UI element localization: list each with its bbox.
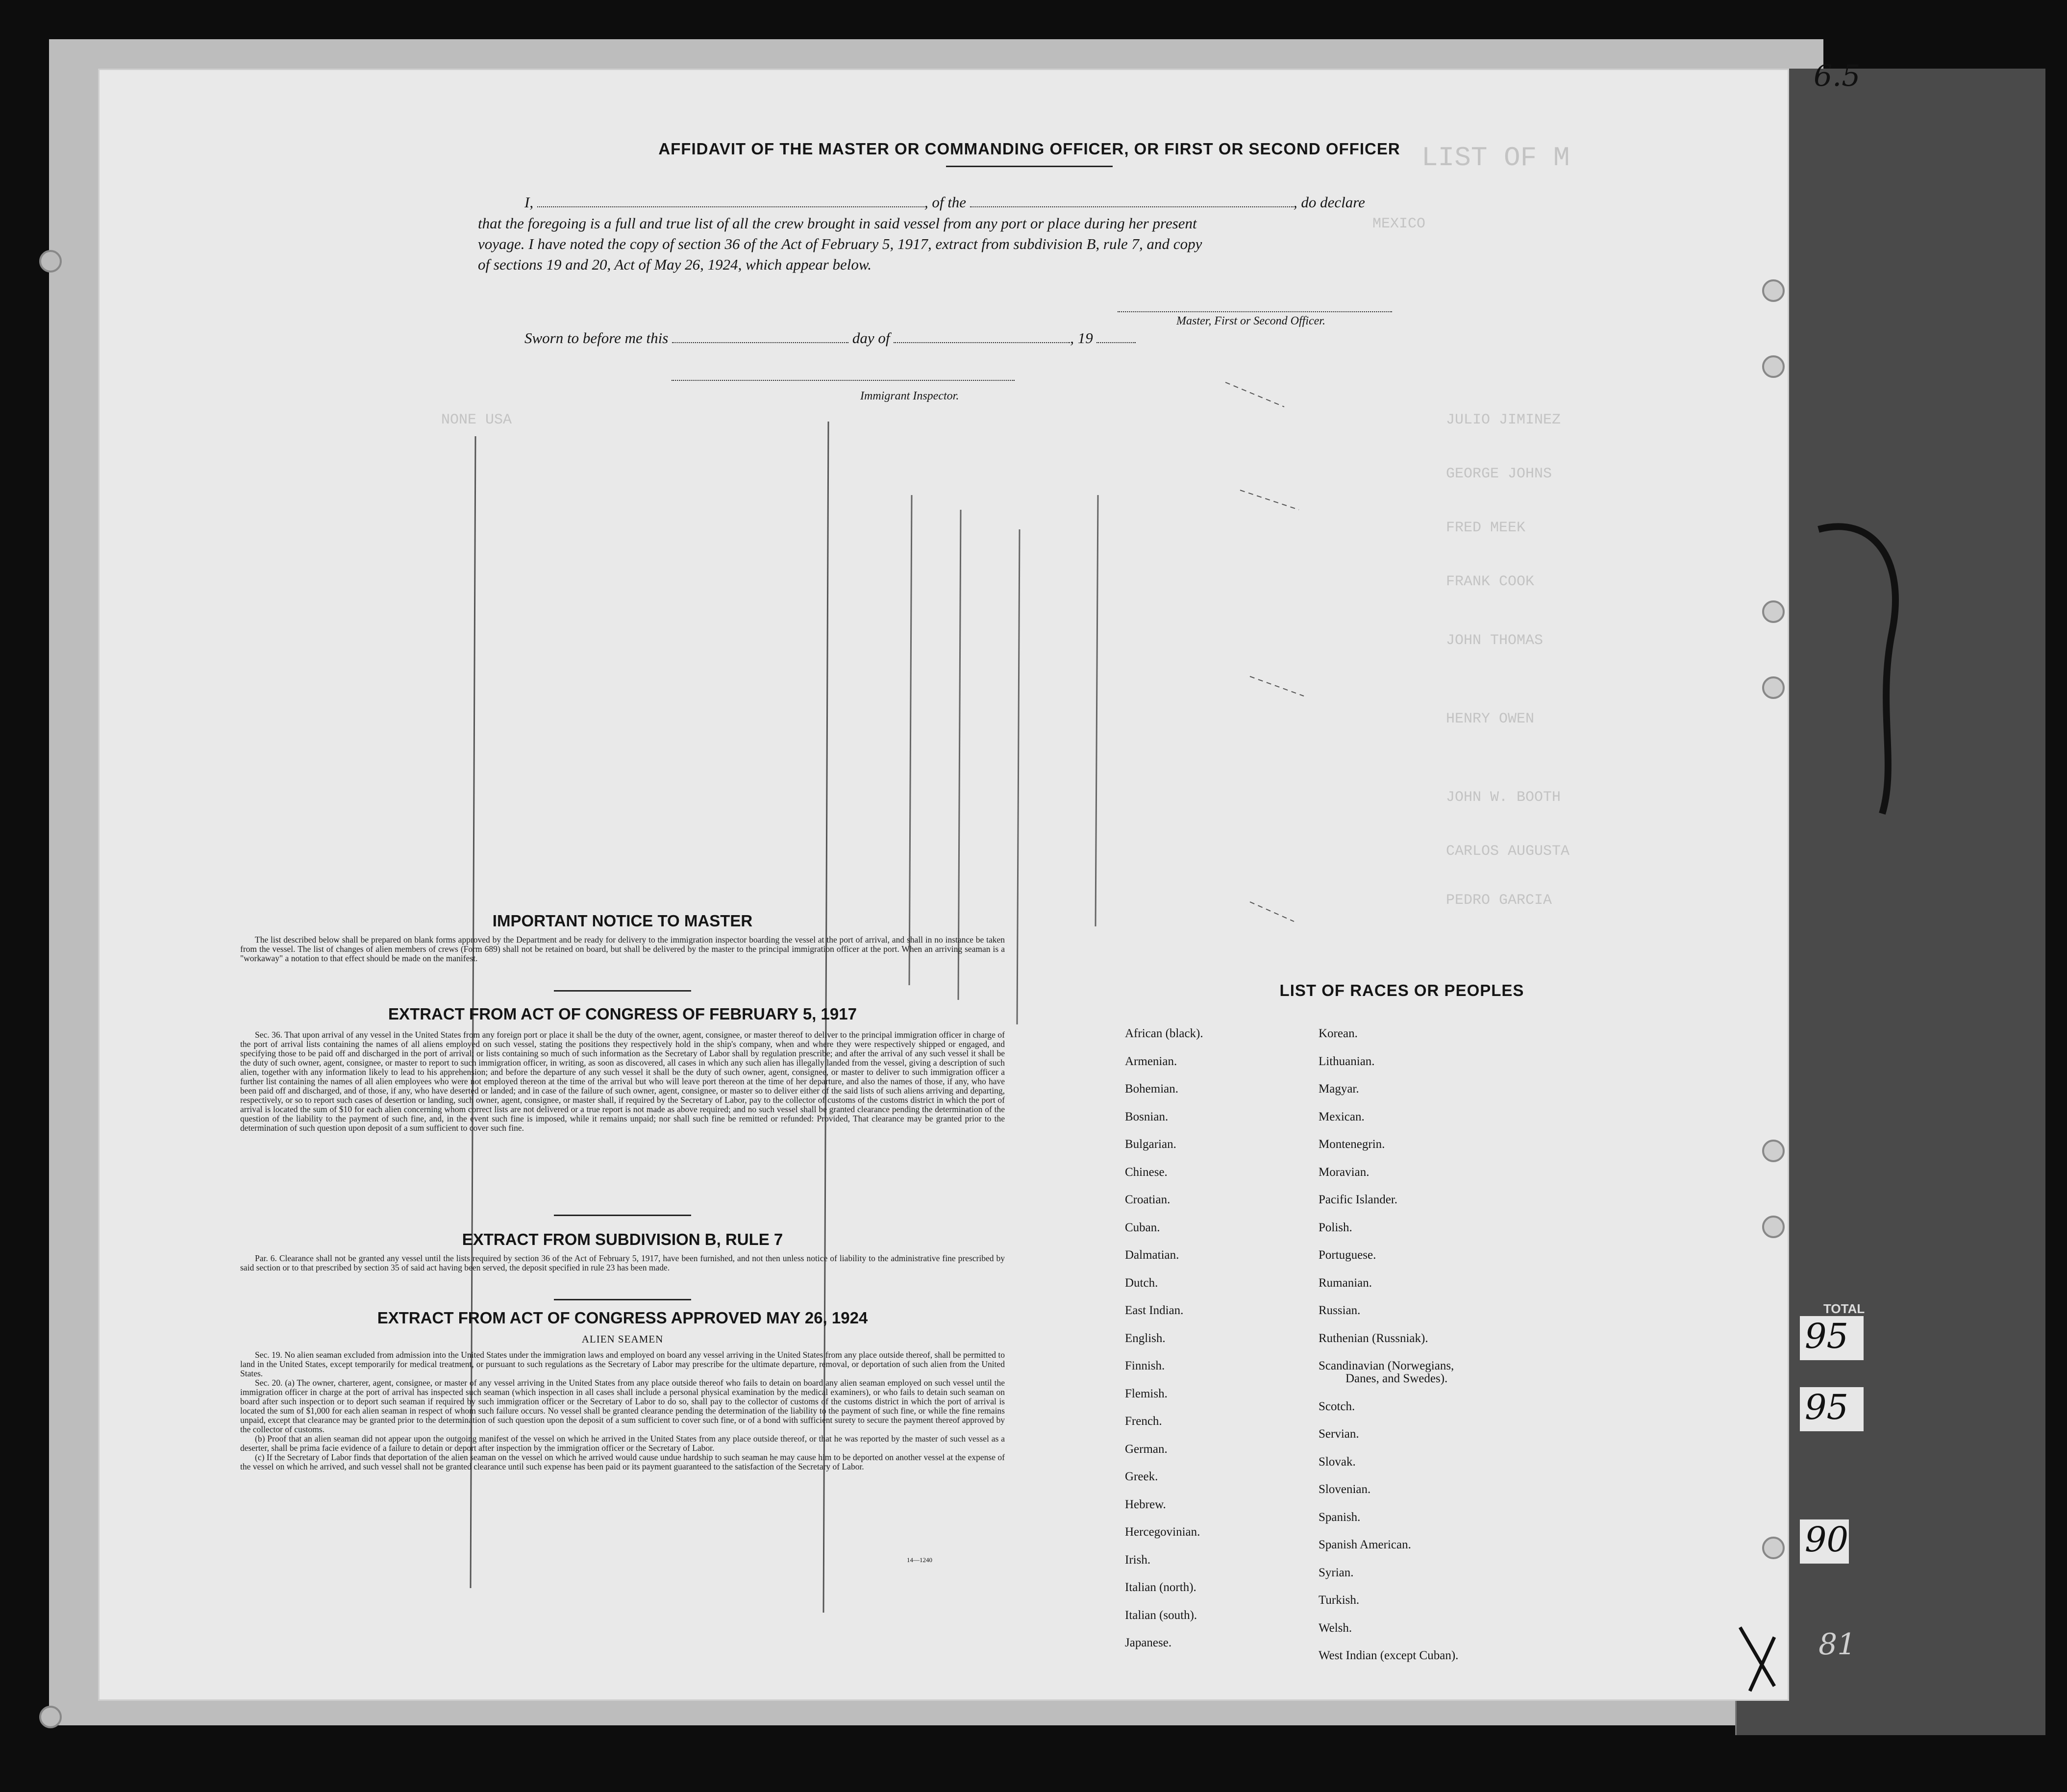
signature-caption: Master, First or Second Officer. (1176, 315, 1325, 327)
title-rule (946, 166, 1113, 167)
punch-hole (39, 250, 62, 273)
race-item: Cuban. (1125, 1220, 1160, 1234)
race-item: Dutch. (1125, 1276, 1158, 1290)
race-item: Turkish. (1319, 1593, 1360, 1607)
section-rule (554, 1215, 691, 1216)
total-box (1800, 1316, 1864, 1360)
race-item: Slovenian. (1319, 1483, 1371, 1496)
sworn-month-blank[interactable] (894, 331, 1070, 343)
race-item: Magyar. (1319, 1082, 1359, 1095)
punch-hole (1762, 600, 1785, 623)
punch-hole (1762, 279, 1785, 302)
ghost-row: NONE USA (441, 412, 512, 428)
declaration-line-2: that the foregoing is a full and true list of all the crew brought in said vessel from any port or place during her present (478, 215, 1197, 232)
race-item: Pacific Islander. (1319, 1193, 1398, 1206)
race-item: Italian (south). (1125, 1608, 1197, 1622)
race-item: Servian. (1319, 1427, 1359, 1441)
ghost-row: GEORGE JOHNS (1446, 466, 1552, 482)
race-item: German. (1125, 1442, 1168, 1456)
sworn-year: , 19 (1070, 329, 1093, 347)
total-number-2: 95 (1805, 1387, 1849, 1427)
ghost-row: JOHN W. BOOTH (1446, 789, 1561, 806)
race-item: Korean. (1319, 1027, 1358, 1040)
ghost-heading: LIST OF M (1421, 142, 1570, 174)
extract-rule7-title: EXTRACT FROM SUBDIVISION B, RULE 7 (462, 1230, 783, 1248)
race-item: Scandinavian (Norwegians, (1319, 1359, 1454, 1372)
extract-rule7-text (240, 1254, 1005, 1272)
check-mark (1730, 1618, 1789, 1696)
declaration-line-4: of sections 19 and 20, Act of May 26, 1924, which appear below. (478, 256, 872, 273)
race-item: Moravian. (1319, 1165, 1370, 1179)
race-item: Japanese. (1125, 1636, 1172, 1649)
race-item: Rumanian. (1319, 1276, 1372, 1290)
vessel-blank[interactable] (970, 196, 1294, 207)
sec-20c-paragraph: (c) If the Secretary of Labor finds that deportation of the alien seaman on the vessel on which he arrived would cause undue hardship to such seaman he may cause him to be deported on another vessel at the expense of the vessel on which he arrived, and such vessel shall not be granted clearance until such expense has been paid or its payment guaranteed to the satisfaction of the Secretary of Labor. (240, 1452, 1005, 1471)
race-item: African (black). (1125, 1027, 1203, 1040)
race-item: Greek. (1125, 1470, 1158, 1483)
race-item: West Indian (except Cuban). (1319, 1649, 1459, 1662)
punch-hole (1762, 1140, 1785, 1162)
affidavit-title: AFFIDAVIT OF THE MASTER OR COMMANDING OFFICER, OR FIRST OR SECOND OFFICER (658, 140, 1400, 158)
extract-1924-title: EXTRACT FROM ACT OF CONGRESS APPROVED MAY 26, 1924 (377, 1309, 868, 1327)
race-item: Bohemian. (1125, 1082, 1179, 1095)
race-item: Slovak. (1319, 1455, 1356, 1468)
race-item: Armenian. (1125, 1054, 1177, 1068)
race-item: Bosnian. (1125, 1110, 1169, 1123)
punch-hole (1762, 1216, 1785, 1238)
ghost-row: HENRY OWEN (1446, 711, 1535, 727)
sworn-year-blank[interactable] (1096, 331, 1136, 343)
sec-19-paragraph: Sec. 19. No alien seaman excluded from admission into the United States under the immigration laws and employed on board any vessel arriving in the United States from any place outside thereof, shall be permitted to land in the United States, except temporarily for medical treatment, or pursuant to such regulations as the Secretary of Labor may prescribe for the ultimate departure, removal, or deportation of such alien from the United States. (240, 1350, 1005, 1378)
total-number-1: 95 (1805, 1316, 1849, 1356)
race-item: Hebrew. (1125, 1497, 1166, 1511)
extract-1924-text (240, 1350, 1005, 1471)
ghost-row: JOHN THOMAS (1446, 632, 1544, 649)
race-item: Croatian. (1125, 1193, 1170, 1206)
race-item: Welsh. (1319, 1621, 1352, 1635)
declaration-line-1 (524, 194, 1365, 211)
race-item: Montenegrin. (1319, 1138, 1385, 1151)
total-number-3: 90 (1805, 1519, 1849, 1560)
race-item: Russian. (1319, 1304, 1361, 1317)
race-item: East Indian. (1125, 1304, 1184, 1317)
ghost-row: FRED MEEK (1446, 520, 1526, 536)
race-item: Chinese. (1125, 1165, 1168, 1179)
handwritten-loop-mark (1814, 520, 1921, 823)
race-item: Syrian. (1319, 1566, 1354, 1579)
race-item: Polish. (1319, 1220, 1352, 1234)
ghost-row: FRANK COOK (1446, 573, 1535, 590)
notice-text (240, 935, 1005, 963)
signature-line[interactable] (1118, 311, 1392, 312)
declaration-line-3: voyage. I have noted the copy of section 36 of the Act of February 5, 1917, extract from subdivision B, rule 7, and copy (478, 235, 1202, 252)
ghost-row: JULIO JIMINEZ (1446, 412, 1561, 428)
decl-i: I, (524, 194, 534, 211)
races-title: LIST OF RACES OR PEOPLES (1279, 981, 1524, 999)
section-rule (554, 990, 691, 992)
race-item: Mexican. (1319, 1110, 1365, 1123)
race-item: Spanish American. (1319, 1538, 1411, 1551)
sworn-prefix: Sworn to before me this (524, 329, 669, 347)
decl-of: , of the (924, 194, 967, 211)
sworn-day-blank[interactable] (672, 331, 848, 343)
punch-hole (1762, 1537, 1785, 1559)
race-item: Bulgarian. (1125, 1138, 1176, 1151)
name-blank[interactable] (537, 196, 924, 207)
race-item: French. (1125, 1415, 1162, 1428)
punch-hole (1762, 355, 1785, 378)
sworn-line (524, 329, 1136, 347)
race-item: Italian (north). (1125, 1581, 1196, 1594)
extract-1917-text (240, 1030, 1005, 1133)
extract-1917-title: EXTRACT FROM ACT OF CONGRESS OF FEBRUARY 5, 1917 (388, 1005, 857, 1023)
ghost-row: CARLOS AUGUSTA (1446, 843, 1570, 860)
race-item: Lithuanian. (1319, 1054, 1375, 1068)
race-item: Spanish. (1319, 1510, 1361, 1524)
ghost-row: MEXICO (1372, 216, 1426, 232)
inspector-caption: Immigrant Inspector. (860, 390, 959, 402)
section-36-paragraph: Sec. 36. That upon arrival of any vessel in the United States from any foreign port or place it shall be the duty of the owner, agent, consignee, or master thereof to deliver to the principal immigration officer in charge of the port of arrival lists containing the names of all aliens employed on such vessel, stating the positions they respectively hold in the ship's company, when and where they were respectively shipped or engaged, and specifying those to be paid off and discharged in the port of arrival; or lists containing so much of such information as the Secretary of Labor shall by regulation prescribe; and after the arrival of any such vessel it shall be the duty of such owner, agent, consignee, or master to report to such immigration officer, in writing, as soon as discovered, all cases in which any such alien has illegally landed from the vessel, giving a description of such alien, together with any information likely to lead to his apprehension; and before the departure of any such vessel it shall be the duty of such owner, agent, consignee, or master to deliver to such immigration officer a further list containing the names of all alien employees who were not employed thereon at the time of the arrival but who will leave port thereon at the time of her departure, and also the names of those, if any, who have been paid off and discharged, and of those, if any, who have deserted or landed; and in case of the failure of such owner, agent, consignee, or master so to deliver either of the said lists of such aliens arriving and departing, respectively, or so to report such cases of desertion or landing, such owner, agent, consignee, or master shall, if required by the Secretary of Labor, pay to the collector of customs of the customs district in which the port of arrival is located the sum of $10 for each alien concerning whom correct lists are not delivered or a true report is not made as above required; and no such vessel shall be granted clearance pending the determination of the question of the liability to the payment of such fine, and, in the event such fine is imposed, while it remains unpaid; nor shall such fine be remitted or refunded: Provided, That clearance may be granted prior to the determination of such question upon deposit of a sum sufficient to cover such fine. (240, 1030, 1005, 1133)
race-item: Finnish. (1125, 1359, 1165, 1372)
decl-declare: , do declare (1293, 194, 1365, 211)
alien-seamen-subtitle: ALIEN SEAMEN (581, 1333, 664, 1345)
inspector-line[interactable] (672, 380, 1015, 381)
notice-title: IMPORTANT NOTICE TO MASTER (492, 912, 753, 930)
page-number-annotation: 6.5 (1814, 59, 1861, 93)
notice-paragraph: The list described below shall be prepared on blank forms approved by the Department and be ready for delivery to the immigration inspector boarding the vessel at the port of arrival, and shall in no instance be taken from the vessel. The list of changes of alien members of crews (Form 689) shall not be retained on board, but shall be delivered by the master to the principal immigration officer at the port. When an arriving seaman is a "workaway" a notation to that effect should be made on the manifest. (240, 935, 1005, 963)
total-number-4: 81 (1818, 1627, 1856, 1662)
sec-20b-paragraph: (b) Proof that an alien seaman did not appear upon the outgoing manifest of the vessel on which he arrived in the United States from any place outside thereof, or that he was reported by the master of such vessel as a deserter, shall be prima facie evidence of a failure to detain or deport after inspection by the immigration officer or the Secretary of Labor. (240, 1434, 1005, 1453)
ghost-row: PEDRO GARCIA (1446, 892, 1552, 909)
race-item: Ruthenian (Russniak). (1319, 1331, 1428, 1345)
race-item: Flemish. (1125, 1387, 1168, 1400)
race-item: Hercegovinian. (1125, 1525, 1200, 1539)
manifest-page (98, 69, 1789, 1701)
total-label: TOTAL (1823, 1301, 1865, 1316)
race-item: Portuguese. (1319, 1248, 1376, 1262)
race-item: Irish. (1125, 1553, 1151, 1567)
race-item: Danes, and Swedes). (1345, 1372, 1448, 1385)
race-item: English. (1125, 1331, 1166, 1345)
punch-hole (1762, 676, 1785, 699)
section-rule (554, 1299, 691, 1300)
sec-20a-paragraph: Sec. 20. (a) The owner, charterer, agent, consignee, or master of any vessel arriving in the United States from any place outside thereof who fails to detain on board any alien seaman employed on such vessel until the immigration officer in charge at the port of arrival has inspected such seaman (which inspection in all cases shall include a personal physical examination by the medical examiners), or who fails to detain such seaman on board after such inspection or to deport such seaman if required by such immigration officer or the Secretary of Labor to do so, shall pay to the collector of customs of the customs district in which the port of arrival is located the sum of $1,000 for each alien seaman in respect of whom such failure occurs. No vessel shall be granted clearance pending the determination of the liability to the payment of such fine, or while the fine remains unpaid, except that clearance may be granted prior to the determination of such question upon the deposit of a sum sufficient to cover such fine, or of a bond with sufficient surety to secure the payment thereof approved by the collector of customs. (240, 1378, 1005, 1434)
race-item: Scotch. (1319, 1399, 1355, 1413)
sworn-day: day of (852, 329, 890, 347)
total-box (1800, 1519, 1849, 1564)
par-6-paragraph: Par. 6. Clearance shall not be granted any vessel until the lists required by section 36 of the Act of February 5, 1917, have been furnished, and not then unless notice of liability to the administrative fine prescribed by said section or to that prescribed by section 35 of said act having been served, the deposit specified in rule 23 has been made. (240, 1253, 1005, 1272)
punch-hole (39, 1706, 62, 1728)
total-box (1800, 1387, 1864, 1431)
race-item: Dalmatian. (1125, 1248, 1179, 1262)
form-number: 14—1240 (907, 1556, 932, 1564)
